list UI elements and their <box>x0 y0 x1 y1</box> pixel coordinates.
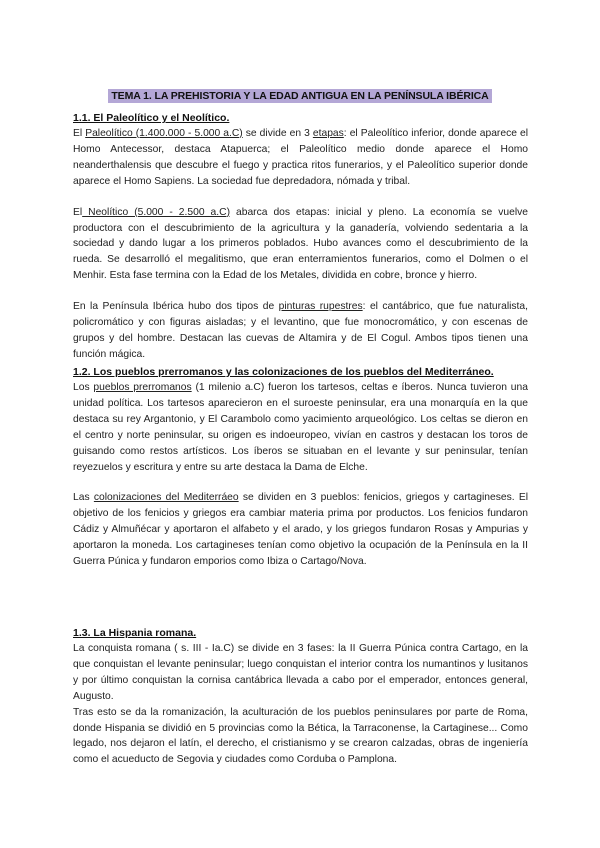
underlined-term: colonizaciones del Mediterráeo <box>93 492 239 504</box>
title-wrap <box>0 86 600 104</box>
document-title: TEMA 1. LA PREHISTORIA Y LA EDAD ANTIGUA EN LA PENÍNSULA IBÉRICA <box>108 89 491 103</box>
underlined-term: Neolítico (5.000 - 2.500 a.C) <box>82 206 230 218</box>
paragraph-colonizaciones: Las colonizaciones del Mediterráeo se dividen en 3 pueblos: fenicios, griegos y cartagineses. El objetivo de los fenicios y griegos era cambiar materia prima por productos. Los fenicios fundaron Cádiz y Almuñécar y aportaron el alfabeto y el arado, y los griegos fundaron Rosas y Ampurias y aportaron la moneda. Los cartagineses tenían como objetivo la ocupación de la Península en la II Guerra Púnica y fundaron emporios como Ibiza o Cartago/Nova. <box>73 492 528 568</box>
paragraph-romanizacion: Tras esto se da la romanización, la aculturación de los pueblos peninsulares por parte de Roma, donde Hispania se dividió en 5 provincias como la Bética, la Tarraconense, la Cartaginese... Como legado, nos dejaron el latín, el derecho, el cristianismo y se crearon calzadas, obras de ingeniería como el acueducto de Segovia y ciudades como Corduba o Pamplona. <box>73 706 528 766</box>
section-heading: 1.3. La Hispania romana. <box>73 627 197 639</box>
paragraph-paleolitico: El Paleolítico (1.400.000 - 5.000 a.C) se divide en 3 etapas: el Paleolítico inferior, donde aparece el Homo Antecessor, destaca Atapuerca; el Paleolítico medio donde aparece el Homo neanderthalensis que descubre el fuego y practica ritos funerarios, y el Paleolítico superior donde aparece el Homo Sapiens. La sociedad fue depredadora, nómada y tribal. <box>73 128 529 187</box>
section-hispania-romana <box>73 626 528 768</box>
section-pueblos-prerromanos <box>73 365 528 570</box>
underlined-term: pueblos prerromanos <box>93 382 192 393</box>
underlined-term: pinturas rupestres <box>278 301 363 313</box>
section-heading: 1.1. El Paleolítico y el Neolítico. <box>73 112 230 124</box>
paragraph-pinturas: En la Península Ibérica hubo dos tipos de pinturas rupestres: el cantábrico, que fue naturalista, policromático y con figuras aisladas; y el levantino, que fue monocromático, y con escenas de grupos y del hombre. Destacan las cuevas de Altamira y de El Cogul. Ambos tipos tienen una función mágica. <box>73 301 528 360</box>
section-paleolitico-neolitico <box>73 111 528 363</box>
paragraph-neolitico: El Neolítico (5.000 - 2.500 a.C) abarca dos etapas: inicial y pleno. La economía se vuelve productora con el descubrimiento de la agricultura y la ganadería, volviendo sedentaria a la sociedad y dando lugar a los primeros poblados. Hubo avances como el descubrimiento de la rueda. Se desarrolló el megalitismo, que eran enterramientos funerarios, como el Dolmen o el Menhir. Esta fase termina con la Edad de los Metales, dividida en cobre, bronce y hierro. <box>73 206 528 282</box>
underlined-term: Paleolítico (1.400.000 - 5.000 a.C) <box>85 128 243 139</box>
underlined-term: etapas <box>312 128 344 139</box>
section-heading: 1.2. Los pueblos prerromanos y las colonizaciones de los pueblos del Mediterráneo. <box>73 366 494 378</box>
paragraph-pueblos: Los pueblos prerromanos (1 milenio a.C) fueron los tartesos, celtas e íberos. Nunca tuvieron una unidad política. Los tartesos aparecieron en el suroeste peninsular, era una monarquía en la que destaca su rey Argantonio, y El Carambolo como yacimiento arqueológico. Los celtas se dieron en el centro y norte peninsular, su origen es indoeuropeo, vivían en castros y destacan los toros de guisando como restos artísticos. Los íberos se situaban en el levante y sur peninsular, tenían reyezuelos y escritura y entre su arte destaca la Dama de Elche. <box>73 382 528 473</box>
paragraph-conquista: La conquista romana ( s. III - Ia.C) se divide en 3 fases: la II Guerra Púnica contra Cartago, en la que conquistan el levante peninsular; luego conquistan el interior contra los numantinos y lusitanos y por último conquistan la cornisa cantábrica llevada a cabo por el emperador, entonces general, Augusto. <box>73 643 528 702</box>
